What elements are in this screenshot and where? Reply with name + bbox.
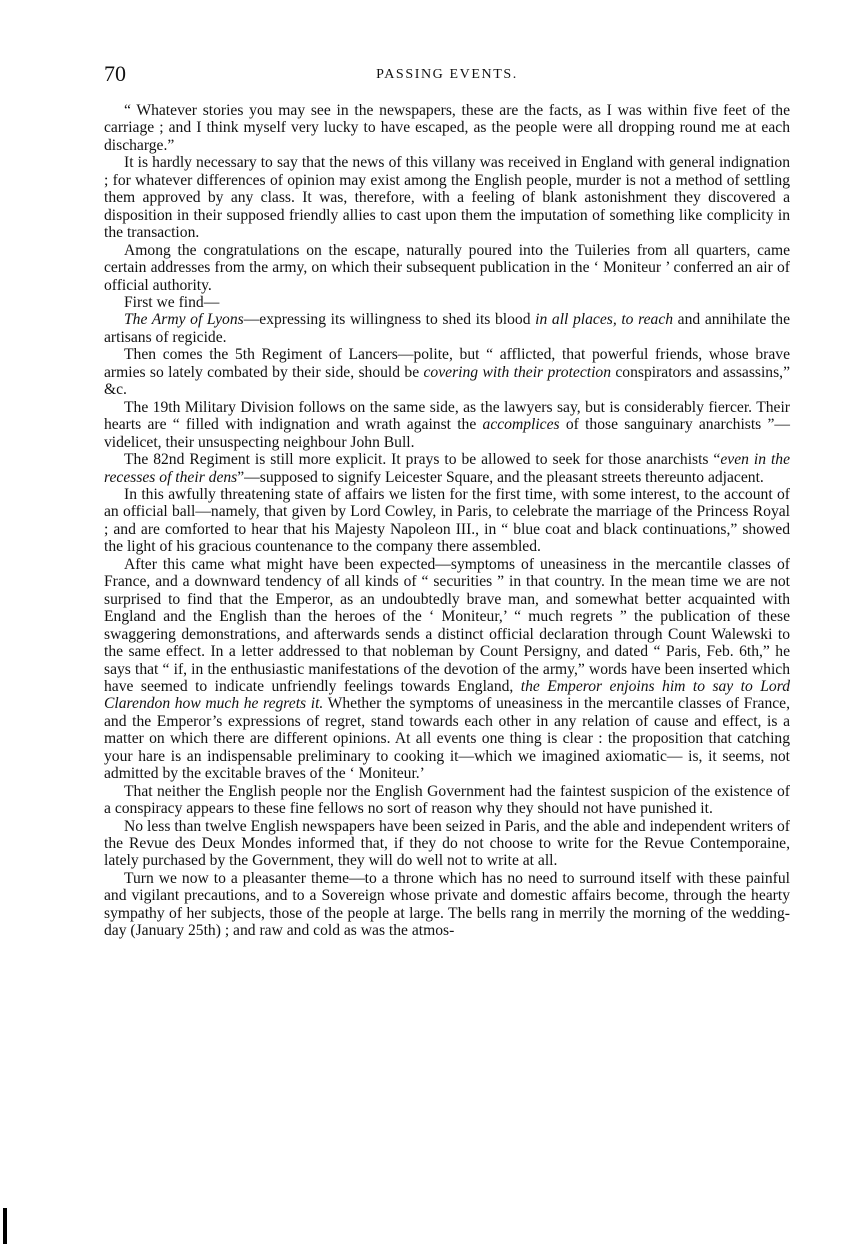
text-run: Then comes the 5th Regiment of Lancers—polite, but “ afflicted, that powerful friends, whose brave armies so lately combated by their side, should be [104, 346, 790, 381]
italic-text: in all places, to reach [535, 311, 674, 329]
italic-text: the Emperor enjoins him to say to Lord Clarendon how much he regrets it. [104, 677, 791, 713]
paragraph [104, 486, 790, 556]
running-title: PASSING EVENTS. [376, 67, 518, 82]
paragraph [104, 870, 790, 940]
paragraph [104, 242, 790, 294]
text-run: ”—supposed to signify Leicester Square, and the pleasant streets thereunto adjacent. [237, 468, 764, 486]
page-edge-rule [3, 1208, 7, 1244]
text-run: After this came what might have been expected—symptoms of uneasiness in the mercantile classes of France, and a downward tendency of all kinds of “ securities ” in that country. In the mean time we are not surprised to find that the Emperor, as an undoubtedly brave man, and somewhat better acquainted with England and the English than the heroes of the ‘ Moniteur,’ “ much regrets ” the publication of these swaggering demonstrations, and afterwards sends a distinct official declaration through Count Walewski to the same effect. In a letter addressed to that nobleman by Count Persigny, and dated “ Paris, Feb. 6th,” he says that “ if, in the enthusiastic manifestations of the devotion of the army,” words have been inserted which have seemed to indicate unfriendly feelings towards England, [104, 555, 790, 695]
paragraph [104, 783, 790, 818]
italic-text: The Army of Lyons [124, 311, 244, 329]
paragraph [104, 818, 790, 870]
text-run: Turn we now to a pleasanter theme—to a throne which has no need to surround itself with these painful and vigilant precautions, and to a Sovereign whose private and domestic affairs become, through the hearty sympathy of her subjects, those of the people at large. The bells rang in merrily the morning of the wedding-day (January 25th) ; and raw and cold as was the atmos- [104, 869, 790, 940]
paragraph [104, 346, 790, 398]
text-run: The 19th Military Division follows on the same side, as the lawyers say, but is considerably fiercer. Their hearts are “ filled with indignation and wrath against the [104, 398, 790, 434]
page-number: 70 [104, 61, 126, 86]
text-run: conspirators and assassins,” &c. [104, 363, 790, 399]
text-run: It is hardly necessary to say that the news of this villany was received in England with general indignation ; for whatever differences of opinion may exist among the English people, murder is not a method of settling them approved by any class. It was, therefore, with a feeling of blank astonishment they discovered a disposition in their supposed friendly allies to cast upon them the imputation of something like complicity in the transaction. [104, 154, 790, 242]
italic-text: accomplices [482, 416, 560, 434]
article-body [104, 102, 790, 940]
paragraph [104, 154, 790, 241]
text-run: and annihilate the artisans of regicide. [104, 311, 790, 346]
text-run: No less than twelve English newspapers have been seized in Paris, and the able and independent writers of the Revue des Deux Mondes informed that, if they do not choose to write for the Revue Contemporaine, lately purchased by the Government, they will do well not to write at all. [104, 817, 790, 870]
italic-text: even in the recesses of their dens [104, 451, 790, 486]
text-run: First we find— [124, 293, 220, 311]
paragraph [104, 451, 790, 486]
paragraph [104, 399, 790, 451]
text-run: Whether the symptoms of uneasiness in the mercantile classes of France, and the Emperor’s expressions of regret, stand towards each other in any relation of cause and effect, is a matter on which there are different opinions. At all events one thing is clear : the proposition that catching your hare is an indispensable preliminary to cooking it—which we imagined axiomatic— is, it seems, not admitted by the excitable braves of the ‘ Moniteur.’ [104, 695, 790, 783]
text-run: “ Whatever stories you may see in the newspapers, these are the facts, as I was within five feet of the carriage ; and I think myself very lucky to have escaped, as the people were all dropping round me at each discharge.” [104, 102, 790, 154]
text-run: —expressing its willingness to shed its blood [243, 311, 536, 329]
paragraph [104, 311, 790, 346]
italic-text: covering with their protection [423, 363, 612, 381]
text-run: The 82nd Regiment is still more explicit. It prays to be allowed to seek for those anarchists “ [124, 451, 721, 469]
paragraph [104, 294, 790, 311]
page-header [104, 60, 790, 88]
text-run: of those sanguinary anarchists ”—videlicet, their unsuspecting neighbour John Bull. [104, 416, 790, 451]
text-run: In this awfully threatening state of affairs we listen for the first time, with some interest, to the account of an official ball—namely, that given by Lord Cowley, in Paris, to celebrate the marriage of the Princess Royal ; and are comforted to hear that his Majesty Napoleon III., in “ blue coat and black continuations,” showed the light of his gracious countenance to the company there assembled. [104, 485, 790, 556]
paragraph [104, 102, 790, 154]
text-run: That neither the English people nor the English Government had the faintest suspicion of the existence of a conspiracy appears to these fine fellows no sort of reason why they should not have punished it. [104, 782, 790, 818]
text-run: Among the congratulations on the escape, naturally poured into the Tuileries from all quarters, came certain addresses from the army, on which their subsequent publication in the ‘ Moniteur ’ conferred an air of official authority. [104, 241, 790, 294]
paragraph [104, 556, 790, 783]
